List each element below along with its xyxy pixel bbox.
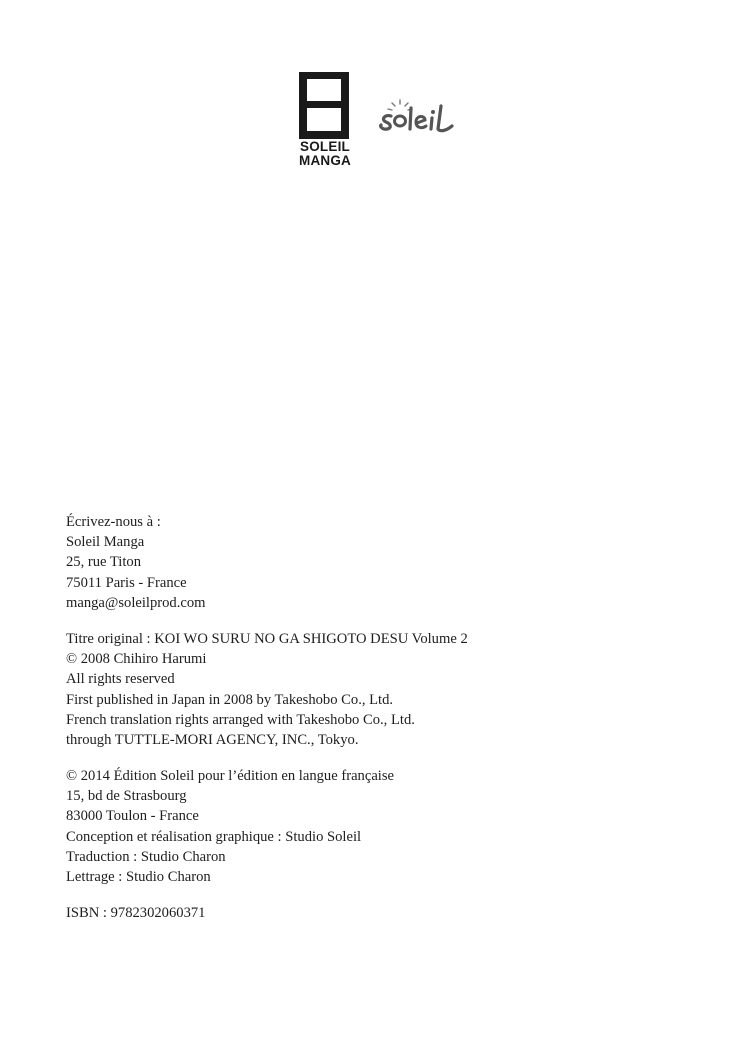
logo-word-soleil: SOLEIL [300, 139, 350, 154]
soleil-script-logo [378, 98, 458, 138]
lettering-credit: Lettrage : Studio Charon [66, 869, 211, 886]
french-edition-block [66, 766, 394, 887]
isbn-number: ISBN : 9782302060371 [66, 905, 206, 921]
first-published: First published in Japan in 2008 by Takeshobo Co., Ltd. [66, 691, 394, 708]
logo-word-manga: MANGA [299, 153, 351, 168]
edition-copyright: © 2014 Édition Soleil pour l’édition en langue française [66, 768, 395, 784]
isbn-block [66, 903, 205, 923]
contact-company: Soleil Manga [66, 534, 145, 551]
translation-rights: French translation rights arranged with Takeshobo Co., Ltd. [66, 711, 415, 728]
contact-address-block [66, 512, 205, 613]
contact-heading: Écrivez-nous à : [66, 514, 161, 530]
contact-city: 75011 Paris - France [66, 574, 187, 591]
original-rights-block [66, 629, 468, 750]
soleil-manga-logo [290, 72, 360, 168]
edition-city: 83000 Toulon - France [66, 808, 199, 825]
rights-reserved: All rights reserved [66, 671, 175, 688]
contact-street: 25, rue Titon [66, 554, 142, 571]
edition-street: 15, bd de Strasbourg [66, 788, 187, 805]
translation-credit: Traduction : Studio Charon [66, 848, 226, 865]
original-title: Titre original : KOI WO SURU NO GA SHIGOTO DESU Volume 2 [66, 631, 468, 647]
original-copyright: © 2008 Chihiro Harumi [66, 651, 207, 668]
agency-line: through TUTTLE-MORI AGENCY, INC., Tokyo. [66, 732, 359, 749]
contact-email: manga@soleilprod.com [66, 594, 206, 611]
graphic-design-credit: Conception et réalisation graphique : Studio Soleil [66, 828, 362, 845]
nichi-kanji-icon [298, 72, 352, 140]
